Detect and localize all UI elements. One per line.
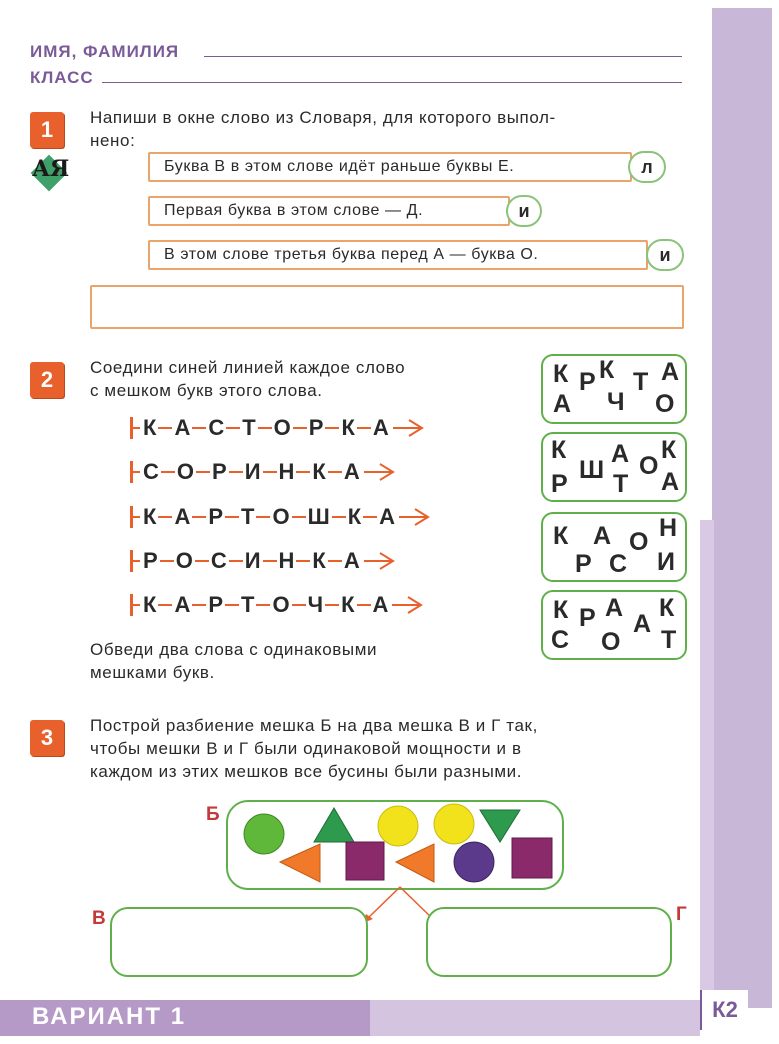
task-3-number: 3	[30, 720, 64, 756]
green-circle-bead	[244, 814, 284, 854]
chain-connector	[225, 516, 239, 518]
purple-square-bead-1	[346, 842, 384, 880]
chain-arrow-icon	[391, 417, 425, 439]
chain-letter: К	[341, 592, 355, 617]
bag-letter: И	[657, 548, 675, 576]
bag-letter: А	[661, 358, 680, 386]
chain-connector	[229, 471, 243, 473]
task-2-footer-line-1: Обведи два слова с одинаковыми	[90, 640, 378, 659]
bag-letter: Т	[661, 626, 677, 654]
chain-letter: Ч	[307, 592, 324, 617]
chain-connector	[292, 516, 306, 518]
bag-letter: О	[629, 528, 649, 556]
bag-letter: А	[633, 610, 652, 638]
task-2-text-line-1: Соедини синей линией каждое слово	[90, 358, 406, 377]
clue-3	[148, 240, 648, 270]
bag-letter: Ш	[579, 456, 605, 484]
task-3-text-line-3: каждом из этих мешков все бусины были разными.	[90, 762, 523, 781]
task-2-text-line-2: с мешком букв этого слова.	[90, 381, 323, 400]
bag-letter: К	[553, 360, 569, 388]
task-3-text-line-2: чтобы мешки В и Г были одинаковой мощности и в	[90, 739, 522, 758]
chain-letter: А	[174, 592, 191, 617]
chain-letter: Т	[242, 415, 256, 440]
bead-bag-b	[226, 800, 564, 890]
bead-bag-v[interactable]	[110, 907, 368, 977]
chain-letter: О	[272, 592, 290, 617]
chain-letter: Р	[212, 459, 227, 484]
chain-connector	[256, 516, 270, 518]
variant-label: ВАРИАНТ 1	[32, 1003, 187, 1030]
bead-bag-g[interactable]	[426, 907, 672, 977]
bag-letter: К	[553, 596, 569, 624]
bag-letter: Ч	[607, 388, 625, 416]
dictionary-icon	[30, 152, 70, 192]
chain-connector	[226, 427, 240, 429]
word-chain-1[interactable]	[130, 413, 425, 443]
chain-connector	[363, 516, 377, 518]
chain-connector	[332, 516, 346, 518]
chain-letter: И	[244, 459, 261, 484]
chain-connector	[325, 427, 339, 429]
chain-letter: А	[372, 415, 389, 440]
chain-connector	[357, 427, 371, 429]
chain-start-mark	[130, 594, 133, 616]
clue-2-letter: и	[506, 195, 542, 227]
chain-letter: К	[341, 415, 355, 440]
chain-letter: Т	[241, 592, 255, 617]
bag-g-label: Г	[676, 904, 687, 925]
chain-letter: А	[174, 504, 191, 529]
bag-letter: Р	[551, 470, 568, 498]
chain-connector	[196, 471, 210, 473]
dictionary-icon-letters: АЯ	[32, 156, 70, 182]
bag-letter: Р	[579, 368, 596, 396]
task-1-text-line-1: Напиши в окне слово из Словаря, для которого выпол-	[90, 108, 556, 127]
chain-letter: О	[175, 548, 193, 573]
chain-letter: К	[312, 459, 326, 484]
side-decoration-strip	[712, 8, 772, 1008]
bag-letter: К	[661, 436, 677, 464]
clue-1-letter: л	[628, 151, 666, 183]
bag-letter: А	[553, 390, 572, 418]
bag-letter: Р	[579, 604, 596, 632]
chain-connector	[192, 427, 206, 429]
chain-letter: Р	[208, 504, 224, 529]
task-2-number: 2	[30, 362, 64, 398]
task-2-footer-line-2: мешками букв.	[90, 663, 215, 682]
chain-connector	[296, 471, 310, 473]
chain-connector	[158, 516, 172, 518]
bag-letter: А	[593, 522, 612, 550]
chain-arrow-icon	[397, 506, 431, 528]
bag-letter: А	[605, 594, 624, 622]
yellow-circle-bead-1	[378, 806, 418, 846]
chain-arrow-icon	[362, 550, 396, 572]
chain-connector	[225, 604, 239, 606]
chain-connector	[328, 560, 342, 562]
clue-1-text: Буква В в этом слове идёт раньше буквы Е.	[164, 158, 515, 175]
chain-letter: К	[143, 504, 157, 529]
chain-letter: Р	[143, 548, 158, 573]
class-label: КЛАСС	[30, 68, 94, 87]
chain-arrow-icon	[362, 461, 396, 483]
beads-drawing	[228, 802, 566, 892]
chain-connector	[357, 604, 371, 606]
chain-letter: К	[347, 504, 362, 529]
orange-triangle-bead-1	[280, 844, 320, 882]
clue-3-letter: и	[646, 239, 684, 271]
chain-letter: О	[176, 459, 195, 484]
bag-letter: К	[659, 594, 675, 622]
chain-connector	[263, 560, 277, 562]
chain-letter: К	[312, 548, 326, 573]
purple-square-bead-2	[512, 838, 552, 878]
chain-letter: С	[210, 548, 227, 573]
chain-letter: Р	[308, 415, 324, 440]
chain-connector	[263, 471, 277, 473]
chain-connector	[158, 604, 172, 606]
task-1-number: 1	[30, 112, 64, 148]
chain-start-mark	[130, 506, 133, 528]
bag-v-label: В	[92, 908, 106, 929]
bag-letter: О	[601, 628, 621, 656]
bag-letter: К	[553, 522, 569, 550]
task-1-text-line-2: нено:	[90, 131, 136, 150]
chain-letter: Р	[208, 592, 224, 617]
name-field[interactable]	[204, 56, 682, 57]
word-chain-2[interactable]	[130, 457, 396, 487]
answer-input-box[interactable]	[90, 285, 684, 329]
chain-letter: О	[272, 504, 290, 529]
footer-strip	[370, 1000, 700, 1036]
class-field[interactable]	[102, 82, 682, 83]
chain-connector	[161, 471, 175, 473]
chain-start-mark	[130, 417, 133, 439]
chain-start-mark	[130, 550, 133, 572]
chain-connector	[256, 604, 270, 606]
chain-connector	[258, 427, 272, 429]
chain-connector	[160, 560, 174, 562]
word-chain-5[interactable]	[130, 590, 424, 620]
letter-bag-4[interactable]	[541, 590, 687, 660]
bag-letter: Т	[613, 470, 629, 498]
chain-letter: А	[343, 548, 360, 573]
bag-b-label: Б	[206, 804, 220, 825]
bag-letter: О	[639, 452, 659, 480]
chain-connector	[293, 427, 307, 429]
chain-connector	[328, 471, 342, 473]
bag-letter: Р	[575, 550, 592, 578]
letter-bag-3[interactable]	[541, 512, 687, 582]
yellow-circle-bead-2	[434, 804, 474, 844]
word-chain-4[interactable]	[130, 546, 396, 576]
chain-connector	[296, 560, 310, 562]
chain-letter: А	[343, 459, 360, 484]
chain-letter: Т	[241, 504, 255, 529]
chain-letter: И	[244, 548, 261, 573]
chain-letter: Н	[278, 459, 295, 484]
orange-triangle-bead-2	[396, 844, 434, 882]
chain-connector	[229, 560, 243, 562]
clue-1	[148, 152, 632, 182]
bag-letter: К	[599, 356, 615, 384]
chain-letter: А	[174, 415, 191, 440]
chain-arrow-icon	[390, 594, 424, 616]
chain-letter: А	[379, 504, 396, 529]
bag-letter: С	[609, 550, 628, 578]
side-decoration-strip-light	[700, 520, 714, 1000]
violet-circle-bead	[454, 842, 494, 882]
bag-letter: Н	[659, 514, 678, 542]
chain-letter: К	[143, 592, 157, 617]
chain-connector	[292, 604, 306, 606]
chain-connector	[158, 427, 172, 429]
green-triangle-bead-2	[480, 810, 520, 842]
chain-letter: К	[143, 415, 157, 440]
chain-letter: О	[273, 415, 291, 440]
bag-letter: С	[551, 626, 570, 654]
chain-connector	[325, 604, 339, 606]
page-code: К2	[700, 990, 748, 1030]
chain-letter: А	[372, 592, 389, 617]
letter-bag-2[interactable]	[541, 432, 687, 502]
name-label: ИМЯ, ФАМИЛИЯ	[30, 42, 180, 61]
clue-2	[148, 196, 510, 226]
chain-start-mark	[130, 461, 133, 483]
bag-letter: К	[551, 436, 567, 464]
bag-letter: А	[611, 440, 630, 468]
bag-letter: Т	[633, 368, 649, 396]
clue-2-text: Первая буква в этом слове — Д.	[164, 202, 424, 219]
clue-3-text: В этом слове третья буква перед А — буква О.	[164, 246, 539, 263]
bag-letter: А	[661, 468, 680, 496]
chain-connector	[192, 604, 206, 606]
chain-letter: Ш	[307, 504, 330, 529]
bag-letter: О	[655, 390, 675, 418]
chain-letter: С	[143, 459, 159, 484]
task-3-text-line-1: Построй разбиение мешка Б на два мешка В и Г так,	[90, 716, 538, 735]
chain-letter: Н	[278, 548, 295, 573]
green-triangle-bead	[314, 808, 354, 842]
chain-letter: С	[208, 415, 225, 440]
chain-connector	[195, 560, 209, 562]
word-chain-3[interactable]	[130, 502, 431, 532]
chain-connector	[192, 516, 206, 518]
letter-bag-1[interactable]	[541, 354, 687, 424]
